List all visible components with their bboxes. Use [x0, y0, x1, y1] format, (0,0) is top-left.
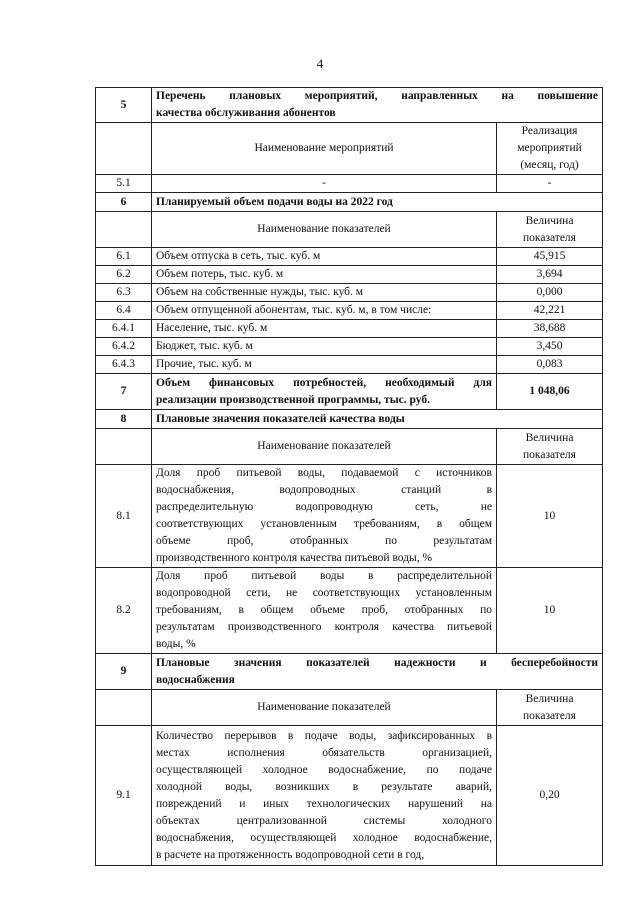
section-7-row: [96, 374, 603, 410]
table-row: [96, 284, 603, 302]
row-name: Прочие, тыс. куб. м: [152, 356, 497, 374]
column-header-value: [497, 123, 603, 175]
row-name: Объем отпущенной абонентам, тыс. куб. м, в том числе:: [152, 302, 497, 320]
text-line: Количество перерывов в подаче воды, зафиксированных в: [156, 729, 492, 742]
text-line: в расчете на протяженность водопроводной сети в год,: [156, 848, 425, 861]
header-line: показателя: [523, 231, 576, 244]
text-line: Доля проб питьевой воды в распределительной: [156, 570, 492, 582]
title-line: водоснабжения: [156, 673, 235, 686]
text-line: водоснабжения, осуществляющей холодное водоснабжение,: [156, 831, 492, 844]
text-line: соответствующих установленным требованиям, в общем: [156, 518, 492, 530]
table-row: [96, 568, 603, 654]
section-title: Плановые значения показателей качества воды: [152, 410, 603, 429]
table-row: [96, 726, 603, 866]
row-number: 6.2: [96, 266, 152, 284]
title-line: Объем финансовых потребностей, необходимый для: [156, 376, 492, 389]
title-line: реализации производственной программы, тыс. руб.: [156, 393, 430, 406]
column-header-name: Наименование показателей: [152, 690, 497, 726]
title-line: качества обслуживания абонентов: [156, 107, 336, 119]
section-number: 7: [96, 374, 152, 410]
section-title: [152, 88, 603, 123]
table-row: [96, 338, 603, 356]
header-line: Величина: [525, 214, 574, 227]
section-number: 9: [96, 654, 152, 690]
column-header-row: [96, 429, 603, 465]
row-number: 8.2: [96, 568, 152, 654]
row-name: Объем отпуска в сеть, тыс. куб. м: [152, 248, 497, 266]
table-row: [96, 320, 603, 338]
row-number: 6.1: [96, 248, 152, 266]
header-line: показателя: [523, 709, 576, 722]
row-value: 3,694: [497, 266, 603, 284]
column-header-name: Наименование показателей: [152, 429, 497, 465]
table-row: [96, 465, 603, 568]
text-line: объеме проб, отобранных по результатам: [156, 535, 492, 547]
column-header-name: Наименование показателей: [152, 212, 497, 248]
production-program-table: [95, 87, 603, 866]
empty-cell: [96, 690, 152, 726]
row-number: 8.1: [96, 465, 152, 568]
row-value: 0,083: [497, 356, 603, 374]
section-title: [152, 654, 603, 690]
table-row: [96, 248, 603, 266]
row-number: 6.4.1: [96, 320, 152, 338]
text-line: воды, %: [156, 638, 196, 650]
row-value: 3,450: [497, 338, 603, 356]
text-line: холодной воды, возникших в результате аварий,: [156, 780, 492, 793]
row-name: Население, тыс. куб. м: [152, 320, 497, 338]
row-number: 5.1: [96, 175, 152, 193]
column-header-value: [497, 212, 603, 248]
text-line: распределительную водопроводную сеть, не: [156, 501, 492, 513]
text-line: производственного контроля качества питьевой воды, %: [156, 552, 433, 564]
section-number: 8: [96, 410, 152, 429]
row-value: -: [497, 175, 603, 193]
row-number: 6.4.3: [96, 356, 152, 374]
empty-cell: [96, 212, 152, 248]
row-name: -: [152, 175, 497, 193]
header-line: Величина: [525, 692, 574, 705]
section-value: 1 048,06: [497, 374, 603, 410]
column-header-row: [96, 212, 603, 248]
section-5-header: [96, 88, 603, 123]
page-number: 4: [316, 56, 324, 71]
column-header-value: [497, 429, 603, 465]
row-number: 6.4: [96, 302, 152, 320]
row-name: Объем потерь, тыс. куб. м: [152, 266, 497, 284]
header-line: мероприятий: [517, 142, 582, 154]
text-line: требованиям, в общем объеме проб, отобранных по: [156, 604, 492, 616]
text-line: водоснабжения, водопроводных станций в: [156, 484, 492, 496]
row-number: 6.4.2: [96, 338, 152, 356]
row-value: 0,20: [497, 726, 603, 866]
empty-cell: [96, 429, 152, 465]
table-row: [96, 266, 603, 284]
row-value: 10: [497, 465, 603, 568]
section-8-header: [96, 410, 603, 429]
row-name: Бюджет, тыс. куб. м: [152, 338, 497, 356]
section-6-header: [96, 193, 603, 212]
header-line: (месяц, год): [520, 159, 579, 171]
table-row: [96, 356, 603, 374]
row-value: 0,000: [497, 284, 603, 302]
title-line: Перечень плановых мероприятий, направленных на повышение: [156, 90, 598, 102]
text-line: водопроводной сети, не соответствующих установленным: [156, 587, 492, 599]
row-name: [152, 726, 497, 866]
text-line: повреждений и иных технологических нарушений на: [156, 797, 492, 810]
section-number: 5: [96, 88, 152, 123]
section-title: Планируемый объем подачи воды на 2022 год: [152, 193, 603, 212]
row-name: [152, 465, 497, 568]
table-row: [96, 175, 603, 193]
text-line: Доля проб питьевой воды, подаваемой с источников: [156, 467, 492, 479]
row-value: 42,221: [497, 302, 603, 320]
column-header-row: [96, 690, 603, 726]
empty-cell: [96, 123, 152, 175]
row-name: [152, 568, 497, 654]
row-value: 10: [497, 568, 603, 654]
text-line: местах исполнения обязательств организацией,: [156, 746, 492, 759]
row-value: 38,688: [497, 320, 603, 338]
column-header-row: [96, 123, 603, 175]
text-line: результатам производственного контроля качества питьевой: [156, 621, 492, 633]
row-number: 9.1: [96, 726, 152, 866]
section-number: 6: [96, 193, 152, 212]
table-row: [96, 302, 603, 320]
row-name: Объем на собственные нужды, тыс. куб. м: [152, 284, 497, 302]
header-line: показателя: [523, 448, 576, 461]
column-header-name: Наименование мероприятий: [152, 123, 497, 175]
header-line: Реализация: [521, 125, 578, 137]
text-line: осуществляющей холодное водоснабжение, по подаче: [156, 763, 492, 776]
section-9-header: [96, 654, 603, 690]
row-value: 45,915: [497, 248, 603, 266]
header-line: Величина: [525, 431, 574, 444]
title-line: Плановые значения показателей надежности и бесперебойности: [156, 656, 598, 669]
row-number: 6.3: [96, 284, 152, 302]
column-header-value: [497, 690, 603, 726]
text-line: объектах централизованной системы холодного: [156, 814, 492, 827]
section-title: [152, 374, 497, 410]
